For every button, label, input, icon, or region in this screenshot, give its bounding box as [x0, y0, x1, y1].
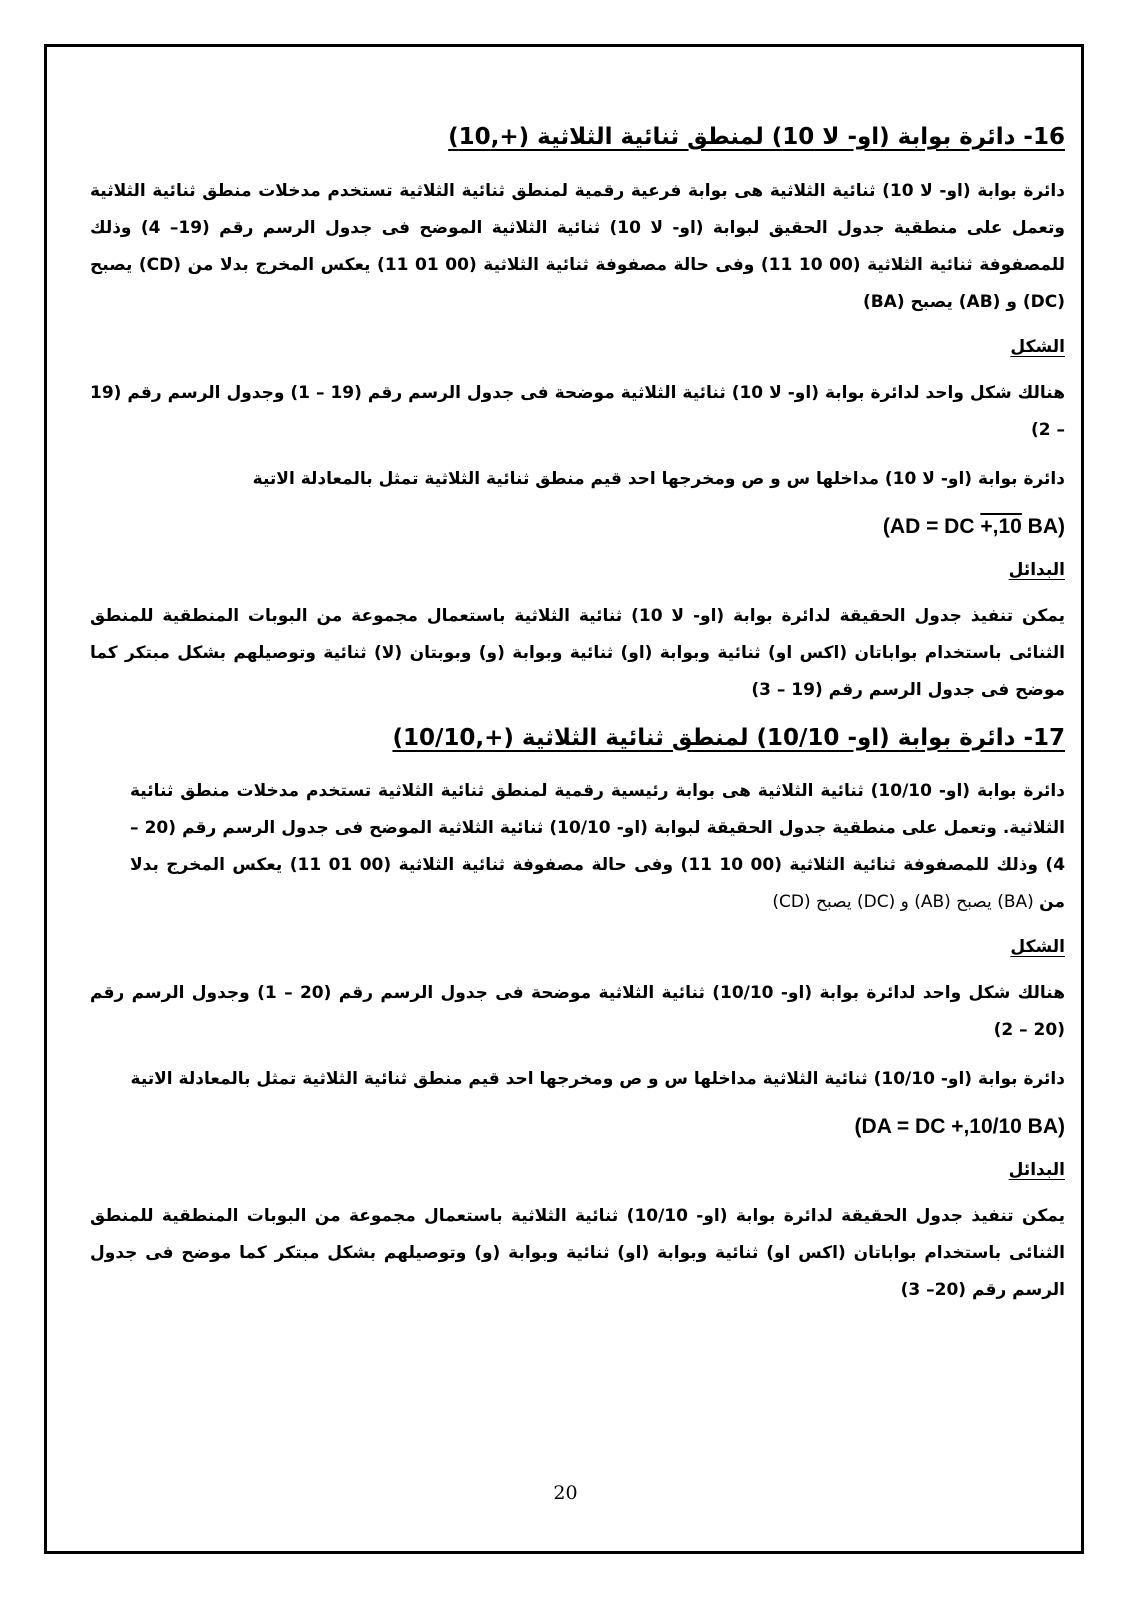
section-17-heading: 17- دائرة بوابة (او- 10/10) لمنطق ثنائية الثلاثية (+,10/10): [392, 724, 1065, 751]
section-17-intro-part1: دائرة بوابة (او- 10/10) ثنائية الثلاثية هى بوابة رئيسية رقمية لمنطق ثنائية الثلاثية تستخدم مدخلات منطق ثنائية الثلاثية. وتعمل على منطقية جدول الحقيقة لبوابة (او- 10/10) ثنائية الثلاثية الموضح فى جدول الرسم رقم (20 – 4) وذلك للمصفوفة ثنائية الثلاثية (00 10 11) وفى حالة مصفوفة ثنائية الثلاثية (00 01 11) يعكس المخرج بدلا من: [130, 781, 1066, 912]
equation-16-right: BA): [1021, 514, 1065, 538]
section-17-intro: [90, 773, 1065, 921]
section-17-equation: (DA = DC +,10/10 BA): [854, 1115, 1065, 1138]
section-16-heading: 16- دائرة بوابة (او- لا 10) لمنطق ثنائية الثلاثية (+,10): [448, 124, 1065, 150]
section-16-circuit-text: دائرة بوابة (او- لا 10) مداخلها س و ص ومخرجها احد قيم منطق ثنائية الثلاثية تمثل بالمعادلة الاتية: [252, 468, 1065, 489]
page-number: 20: [553, 1482, 578, 1504]
section-17-circuit-text: دائرة بوابة (او- 10/10) ثنائية الثلاثية مداخلها س و ص ومخرجها احد قيم منطق ثنائية الثلاثية تمثل بالمعادلة الاتية: [130, 1069, 1065, 1089]
section-17-alternatives-text: يمكن تنفيذ جدول الحقيقة لدائرة بوابة (او- 10/10) ثنائية الثلاثية باستعمال مجموعة من البوبات المنطقية للمنطق الثنائى باستخدام بواباتان (اكس او) ثنائية وبوابة (او) ثنائية وبوابة (و) وتوصيلهم بشكل مبتكر كما موضح فى جدول الرسم رقم (20– 3): [90, 1206, 1065, 1300]
section-16-alternatives-text: يمكن تنفيذ جدول الحقيقة لدائرة بوابة (او- لا 10) ثنائية الثلاثية باستعمال مجموعة من البوبات المنطقية للمنطق الثنائى باستخدام بواباتان (اكس او) ثنائية وبوابة (او) ثنائية وبوابة (و) وبوبتان (لا) ثنائية وتوصيلهم بشكل مبتكر كما موضح فى جدول الرسم رقم (19 – 3): [90, 605, 1065, 700]
section-16-intro: دائرة بوابة (او- لا 10) ثنائية الثلاثية هى بوابة فرعية رقمية لمنطق ثنائية الثلاثية تستخدم مدخلات منطق ثنائية الثلاثية وتعمل على منطقية جدول الحقيق لبوابة (او- لا 10) ثنائية الثلاثية الموضح فى جدول الرسم رقم (19– 4) وذلك للمصفوفة ثنائية الثلاثية (00 10 11) وفى حالة مصفوفة ثنائية الثلاثية (00 01 11) يعكس المخرج بدلا من (CD) يصبح (DC) و (AB) يصبح (BA): [90, 180, 1066, 312]
section-16-shape-heading: الشكل: [1010, 336, 1065, 357]
document-body: [90, 120, 1065, 1321]
section-16-alternatives-heading: البدائل: [1008, 559, 1065, 580]
section-17-intro-part2: (BA) يصبح (AB) و (DC) يصبح (CD): [772, 892, 1040, 912]
section-17-shape-text: هنالك شكل واحد لدائرة بوابة (او- 10/10) ثنائية الثلاثية موضحة فى جدول الرسم رقم (20 – 1) وجدول الرسم رقم (20 – 2): [90, 983, 1066, 1040]
section-16-shape-text: هنالك شكل واحد لدائرة بوابة (او- لا 10) ثنائية الثلاثية موضحة فى جدول الرسم رقم (19 – 1) وجدول الرسم رقم (19 – 2): [90, 382, 1065, 440]
equation-16-left: (AD = DC: [882, 514, 981, 538]
equation-16-operator: +,10: [980, 514, 1022, 538]
section-17-alternatives-heading: البدائل: [1008, 1160, 1065, 1180]
section-16-equation: [90, 512, 1065, 542]
section-17-shape-heading: الشكل: [1010, 937, 1065, 957]
